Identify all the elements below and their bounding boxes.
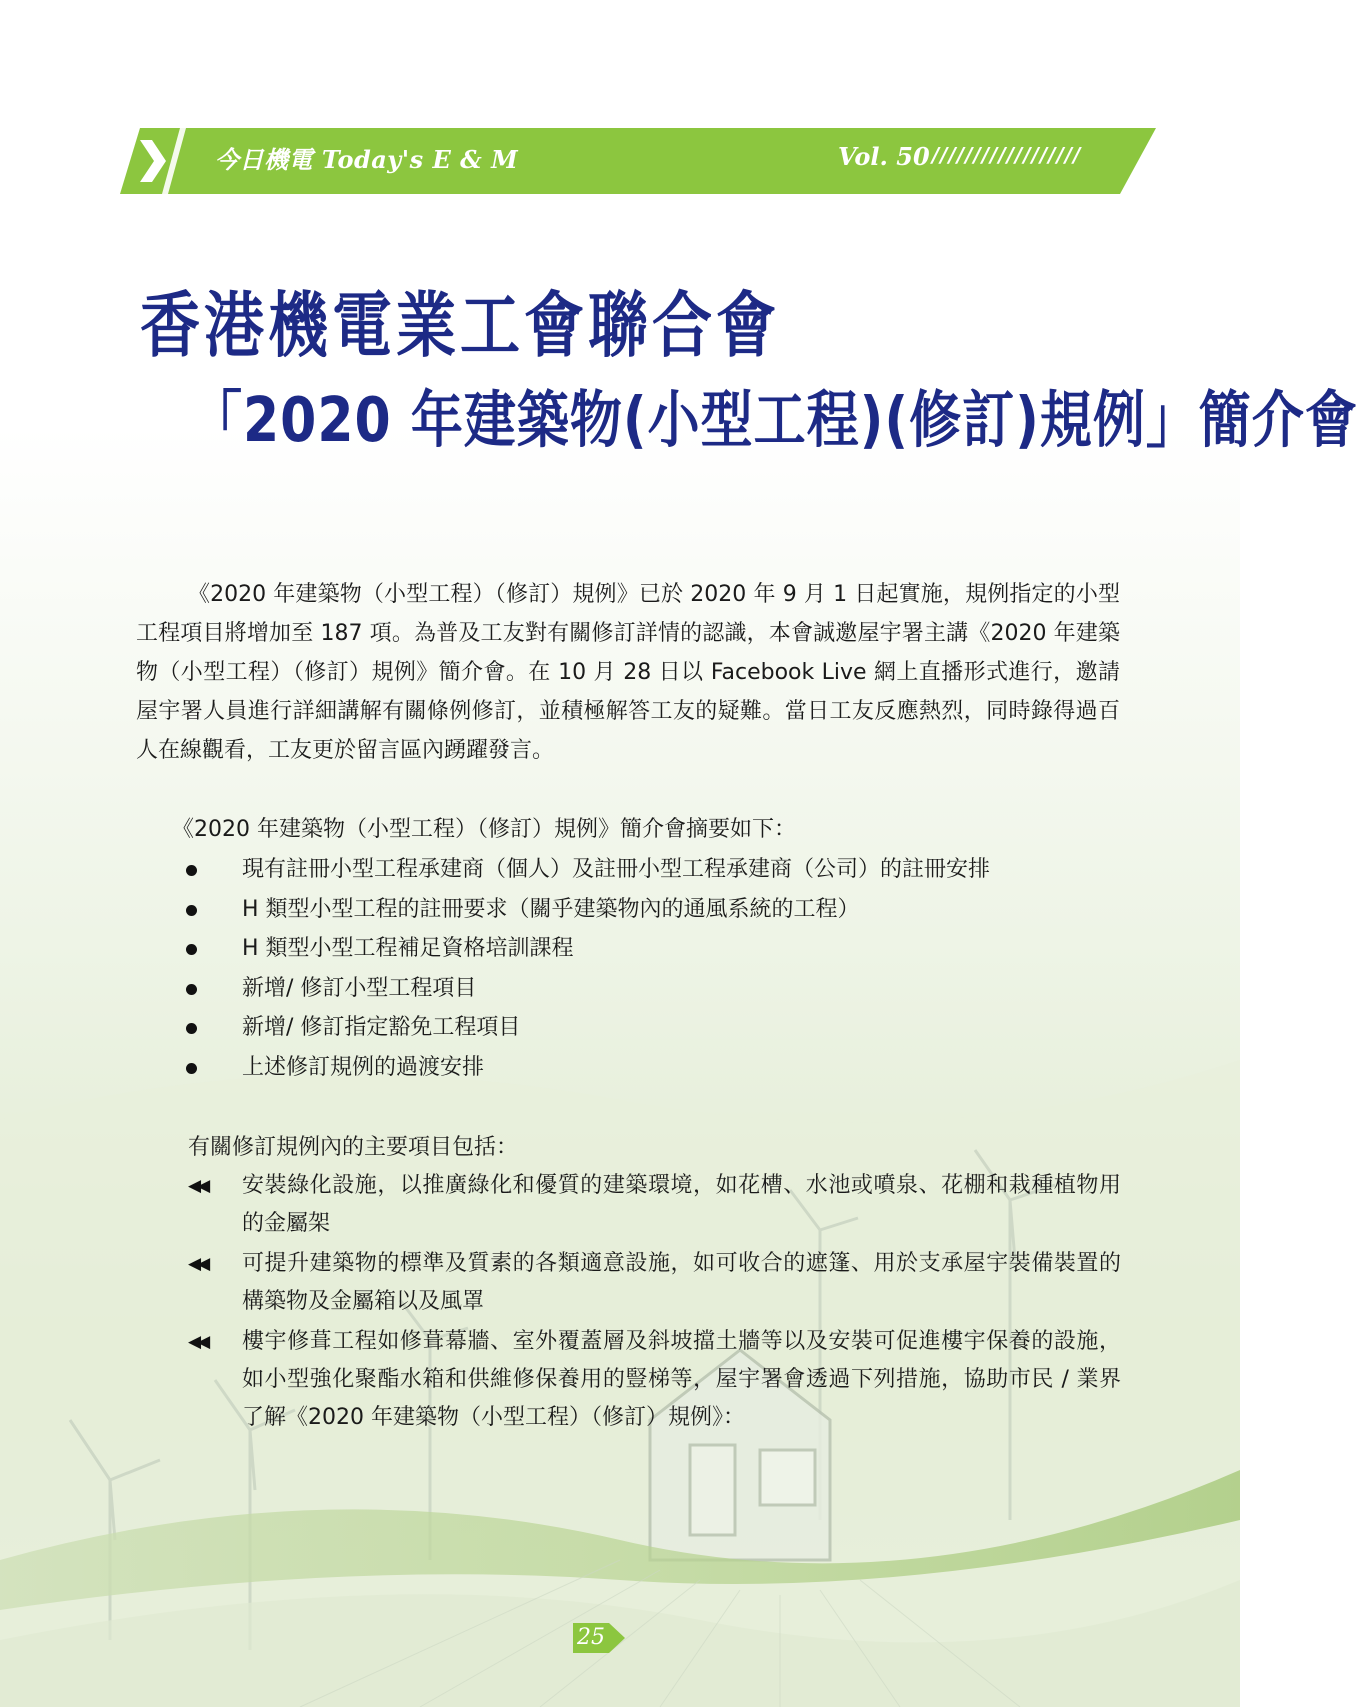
header-title: 今日機電 Today's E & M xyxy=(215,145,519,174)
summary-list xyxy=(172,850,1072,1087)
sub-title: 「2020 年建築物(小型工程)(修訂)規例」簡介會 xyxy=(190,385,1358,457)
double-arrow-left-icon: ◀◀ xyxy=(188,1176,207,1196)
header-volume: Vol. 50 xyxy=(838,142,930,171)
bullet-icon xyxy=(186,1023,197,1034)
summary-heading: 《2020 年建築物（小型工程）（修訂）規例》簡介會摘要如下： xyxy=(172,817,796,842)
list-item: 現有註冊小型工程承建商（個人）及註冊小型工程承建商（公司）的註冊安排 xyxy=(172,850,1072,890)
main-title: 香港機電業工會聯合會 xyxy=(140,285,780,368)
list-item: ◀◀ 樓宇修葺工程如修葺幕牆、室外覆蓋層及斜坡擋土牆等以及安裝可促進樓宇保養的設施，如小型強化聚酯水箱和供維修保養用的豎梯等，屋宇署會透過下列措施，協助市民 / 業界了解《2020 年建築物（小型工程）（修訂）規例》： xyxy=(188,1323,1121,1437)
list-item: 新增/ 修訂小型工程項目 xyxy=(172,969,1072,1009)
main-items-list xyxy=(188,1167,1121,1439)
bullet-icon xyxy=(186,984,197,995)
double-arrow-left-icon: ◀◀ xyxy=(188,1254,207,1274)
page-arrow-icon xyxy=(609,1623,625,1653)
list-item: ◀◀ 安裝綠化設施，以推廣綠化和優質的建築環境，如花槽、水池或噴泉、花棚和栽種植物用的金屬架 xyxy=(188,1167,1121,1243)
double-arrow-left-icon: ◀◀ xyxy=(188,1332,207,1352)
bullet-icon xyxy=(186,1063,197,1074)
main-items-heading: 有關修訂規例內的主要項目包括： xyxy=(188,1135,519,1160)
intro-paragraph: 《2020 年建築物（小型工程）（修訂）規例》已於 2020 年 9 月 1 日起實施，規例指定的小型工程項目將增加至 187 項。為普及工友對有關修訂詳情的認識，本會誠邀屋宇署主講《2020 年建築物（小型工程）（修訂）規例》簡介會。在 10 月 28 日以 Facebook Live 網上直播形式進行，邀請屋宇署人員進行詳細講解有關條例修訂，並積極解答工友的疑難。當日工友反應熱烈，同時錄得過百人在線觀看，工友更於留言區內踴躍發言。 xyxy=(136,582,1120,763)
list-item: H 類型小型工程補足資格培訓課程 xyxy=(172,929,1072,969)
list-item: 上述修訂規例的過渡安排 xyxy=(172,1048,1072,1088)
list-item: 新增/ 修訂指定豁免工程項目 xyxy=(172,1008,1072,1048)
bullet-icon xyxy=(186,944,197,955)
header-slashes: ////////////////// xyxy=(932,143,1082,167)
list-item: ◀◀ 可提升建築物的標準及質素的各類適意設施，如可收合的遮篷、用於支承屋宇裝備裝置的構築物及金屬箱以及風罩 xyxy=(188,1245,1121,1321)
page-number: 25 xyxy=(573,1623,609,1653)
list-item: H 類型小型工程的註冊要求（關乎建築物內的通風系統的工程） xyxy=(172,890,1072,930)
bullet-icon xyxy=(186,905,197,916)
bullet-icon xyxy=(186,865,197,876)
